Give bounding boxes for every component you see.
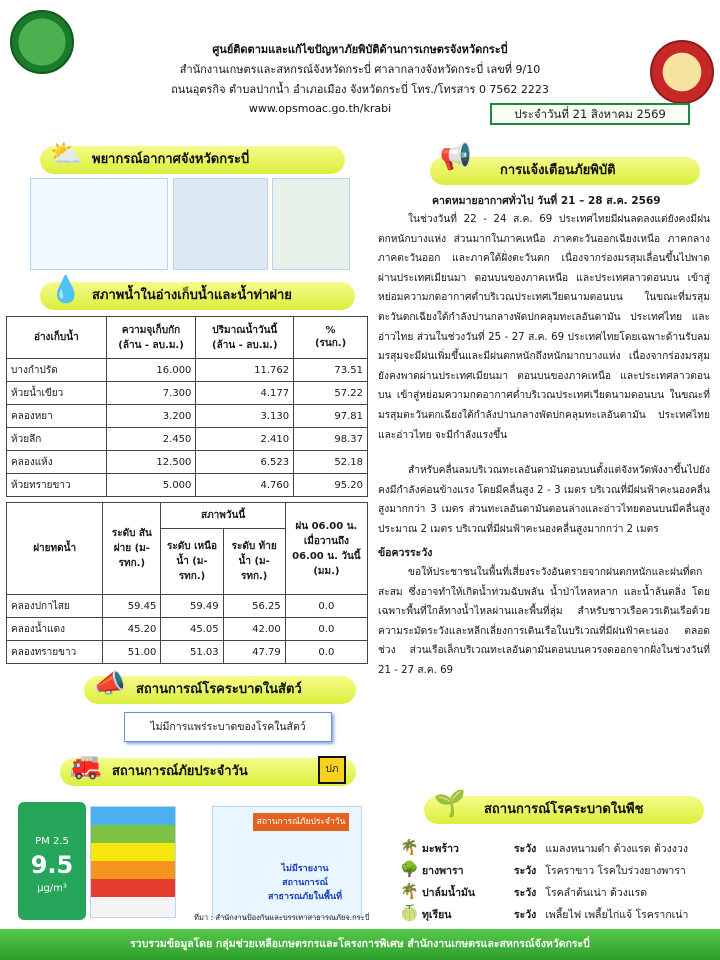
header-office: สำนักงานเกษตรและสหกรณ์จังหวัดกระบี่ ศาลากลางจังหวัดกระบี่ เลขที่ 9/10: [179, 63, 541, 76]
aqi-legend: [90, 806, 176, 918]
table-row: [7, 428, 368, 451]
disaster-map: [212, 806, 362, 918]
table-cell: 7.300: [106, 382, 196, 405]
table-cell: 51.00: [103, 641, 161, 664]
table-cell: 5.000: [106, 474, 196, 497]
table-cell: 59.49: [161, 595, 223, 618]
warning-paragraph-2: สำหรับคลื่นลมบริเวณทะเลอันดามันตอนบนตั้งแต่จังหวัดพังงาขึ้นไปยังคงมีกำลังค่อนข้างแรง โดยมีคลื่นสูง 2 - 3 เมตร บริเวณที่มีฝนฟ้าคะนองคลื่นสูงมากกว่า 3 เมตร ส่วนทะเลอันดามันตอนล่างและอ่าวไทยตอนบนมีคลื่นสูงประมาณ 2 เมตร บริเวณที่มีฝนฟ้าคะนองคลื่นสูงมากกว่า 2 เมตร: [378, 465, 710, 535]
col-weir-name: ฝายทดน้ำ: [7, 503, 103, 595]
oil-palm-icon: 🌴: [400, 882, 419, 900]
warning-section-title: 📢 การแจ้งเตือนภัยพิบัติ: [430, 157, 700, 185]
caution-title: ข้อควรระวัง: [378, 547, 433, 559]
table-row: [7, 618, 368, 641]
header-website[interactable]: www.opsmoac.go.th/krabi: [248, 102, 392, 115]
table-cell: ห้วยทรายขาว: [7, 474, 107, 497]
table-row: [7, 382, 368, 405]
report-date: ประจำวันที่ 21 สิงหาคม 2569: [490, 103, 690, 125]
table-cell: คลองหยา: [7, 405, 107, 428]
weather-infographic-2: [173, 178, 268, 270]
plant-section-title: 🌱 สถานการณ์โรคระบาดในพืช: [424, 796, 704, 824]
table-cell: 2.410: [196, 428, 294, 451]
weather-infographic-3: [272, 178, 350, 270]
table-cell: 51.03: [161, 641, 223, 664]
table-cell: ห้วยลึก: [7, 428, 107, 451]
daily-section-title: 🚒 สถานการณ์ภัยประจำวัน: [60, 758, 356, 786]
table-cell: 6.523: [196, 451, 294, 474]
col-percent: % (รนก.): [294, 317, 368, 359]
table-cell: คลองปกาไสย: [7, 595, 103, 618]
table-row: [7, 359, 368, 382]
dam-icon: 💧: [49, 275, 83, 305]
table-cell: 0.0: [285, 641, 367, 664]
durian-icon: 🍈: [400, 904, 419, 922]
col-capacity: ความจุเก็บกัก (ล้าน - ลบ.ม.): [106, 317, 196, 359]
warning-paragraph-1: ในช่วงวันที่ 22 - 24 ส.ค. 69 ประเทศไทยมีฝนลดลงแต่ยังคงมีฝนตกหนักบางแห่ง ส่วนมากในภาคเหนือ ภาคตะวันออกเฉียงเหนือ ภาคกลาง ภาคตะวันออก และภาคใต้ฝั่งตะวันตก เนื่องจากร่องมรสุมเลื่อนขึ้นไปพาดผ่านประเทศเมียนมา ตอนบนของภาคเหนือ และประเทศลาวตอนบน เข้าสู่หย่อมความกดอากาศต่ำบริเวณประเทศเวียดนามตอนบน ในขณะที่มรสุมตะวันตกเฉียงใต้กำลังปานกลางพัดปกคลุมทะเลอันดามัน ประเทศไทย และอ่าวไทย ส่วนในช่วงวันที่ 25 - 27 ส.ค. 69 ประเทศไทยโดยเฉพาะด้านรับลมมรสุมจะมีฝนเพิ่มขึ้นและมีฝนตกหนักถึงหนักมากบางแห่ง เนื่องจากร่องมรสุมยังคงพาดผ่านประเทศเมียนมา ตอนบนของภาคเหนือ และประเทศลาวตอนบน เข้าสู่หย่อมความกดอากาศต่ำบริเวณประเทศเวียดนามตอนบน ในขณะที่มรสุมตะวันตกเฉียงใต้กำลังปานกลางพัดปกคลุมทะเลอันดามัน ประเทศไทย และอ่าวไทย จะมีกำลังแรงขึ้น: [378, 214, 710, 441]
table-cell: 2.450: [106, 428, 196, 451]
col-rain: ฝน 06.00 น. เมื่อวานถึง 06.00 น. วันนี้ (มม.): [285, 503, 367, 595]
fire-truck-icon: 🚒: [69, 751, 103, 781]
table-cell: 0.0: [285, 618, 367, 641]
plant-icon: 🌱: [433, 789, 467, 819]
col-crest: ระดับ สันฝาย (ม-รทก.): [103, 503, 161, 595]
animal-section-title: 📣 สถานการณ์โรคระบาดในสัตว์: [84, 676, 356, 704]
map-source: ที่มา : สำนักงานป้องกันและบรรเทาสาธารณภัยจ.กระบี่: [194, 913, 370, 922]
list-item: 🍈 ทุเรียน ระวัง เพลี้ยไฟ เพลี้ยไก่แจ้ โรครากเน่า: [400, 904, 689, 922]
table-cell: 12.500: [106, 451, 196, 474]
table-cell: ห้วยน้ำเขียว: [7, 382, 107, 405]
table-cell: 95.20: [294, 474, 368, 497]
alert-megaphone-icon: 📢: [439, 142, 473, 172]
col-current: ปริมาณน้ำวันนี้ (ล้าน - ลบ.ม.): [196, 317, 294, 359]
rubber-tree-icon: 🌳: [400, 860, 419, 878]
megaphone-icon: 📣: [93, 669, 127, 699]
table-cell: 16.000: [106, 359, 196, 382]
palm-tree-icon: 🌴: [400, 838, 419, 856]
map-title: สถานการณ์ภัยประจำวัน: [253, 813, 349, 831]
table-cell: บางกำปรัด: [7, 359, 107, 382]
list-item: 🌴 ปาล์มน้ำมัน ระวัง โรคลำต้นเน่า ด้วงแรด: [400, 882, 648, 900]
animal-status: ไม่มีการแพร่ระบาดของโรคในสัตว์: [124, 712, 332, 742]
table-cell: 4.760: [196, 474, 294, 497]
header-address: ถนนอุตรกิจ ตำบลปากน้ำ อำเภอเมือง จังหวัดกระบี่ โทร./โทรสาร 0 7562 2223: [171, 83, 549, 96]
table-cell: 97.81: [294, 405, 368, 428]
pm25-value: 9.5: [30, 851, 74, 879]
weather-icon: ⛅: [49, 139, 83, 169]
table-cell: 52.18: [294, 451, 368, 474]
col-downstream: ระดับ ท้ายน้ำ (ม-รทก.): [223, 529, 285, 595]
table-cell: 56.25: [223, 595, 285, 618]
list-item: 🌴 มะพร้าว ระวัง แมลงหนามดำ ด้วงแรด ด้วงงวง: [400, 838, 688, 856]
pm25-badge: [18, 802, 86, 920]
reservoir-table: [6, 316, 368, 497]
table-cell: 11.762: [196, 359, 294, 382]
table-cell: คลองน้ำแดง: [7, 618, 103, 641]
table-row: [7, 451, 368, 474]
footer-credit: รวบรวมข้อมูลโดย กลุ่มช่วยเหลือเกษตรกรและโครงการพิเศษ สำนักงานเกษตรและสหกรณ์จังหวัดกระบี่: [0, 929, 720, 960]
col-reservoir-name: อ่างเก็บน้ำ: [7, 317, 107, 359]
table-cell: คลองทรายขาว: [7, 641, 103, 664]
pm25-label: PM 2.5: [35, 836, 69, 847]
reservoir-section-title: 💧 สภาพน้ำในอ่างเก็บน้ำและน้ำท่าฝาย: [40, 282, 355, 310]
warning-paragraph-3: ขอให้ประชาชนในพื้นที่เสี่ยงระวังอันตรายจากฝนตกหนักและฝนที่ตกสะสม ซึ่งอาจทำให้เกิดน้ำท่วมฉับพลัน น้ำป่าไหลหลาก และน้ำล้นตลิ่ง โดยเฉพาะพื้นที่ใกล้ทางน้ำไหลผ่านและพื้นที่ลุ่ม สำหรับชาวเรือควรเดินเรือด้วยความระมัดระวังและหลีกเลี่ยงการเดินเรือในบริเวณที่มีฝนฟ้าคะนอง ตลอดช่วง ส่วนเรือเล็กบริเวณทะเลอันดามันตอนบนควรงดออกจากฝั่งในช่วงวันที่ 21 - 27 ส.ค. 69: [378, 567, 710, 676]
header-center-name: ศูนย์ติดตามและแก้ไขปัญหาภัยพิบัติด้านการเกษตรจังหวัดกระบี่: [212, 43, 508, 56]
table-cell: 4.177: [196, 382, 294, 405]
table-cell: คลองแห้ง: [7, 451, 107, 474]
table-cell: 3.130: [196, 405, 294, 428]
table-cell: 57.22: [294, 382, 368, 405]
table-cell: 73.51: [294, 359, 368, 382]
ddpm-logo: ปภ: [318, 756, 346, 784]
table-cell: 47.79: [223, 641, 285, 664]
weir-table: [6, 502, 368, 664]
col-upstream: ระดับ เหนือน้ำ (ม-รทก.): [161, 529, 223, 595]
table-cell: 59.45: [103, 595, 161, 618]
table-cell: 3.200: [106, 405, 196, 428]
pm25-unit: µg/m³: [37, 883, 67, 894]
table-cell: 98.37: [294, 428, 368, 451]
table-cell: 42.00: [223, 618, 285, 641]
table-row: [7, 474, 368, 497]
list-item: 🌳 ยางพารา ระวัง โรคราขาว โรคใบร่วงยางพารา: [400, 860, 686, 878]
col-today: สภาพวันนี้: [161, 503, 285, 529]
weather-infographic-1: [30, 178, 168, 270]
table-row: [7, 595, 368, 618]
table-row: [7, 641, 368, 664]
weather-section-title: ⛅ พยากรณ์อากาศจังหวัดกระบี่: [40, 146, 345, 174]
table-cell: 45.05: [161, 618, 223, 641]
map-note: ไม่มีรายงานสถานการณ์สาธารณภัยในพื้นที่: [267, 864, 343, 902]
table-cell: 45.20: [103, 618, 161, 641]
table-cell: 0.0: [285, 595, 367, 618]
table-row: [7, 405, 368, 428]
warning-subtitle: คาดหมายอากาศทั่วไป วันที่ 21 – 28 ส.ค. 2569: [432, 195, 661, 207]
